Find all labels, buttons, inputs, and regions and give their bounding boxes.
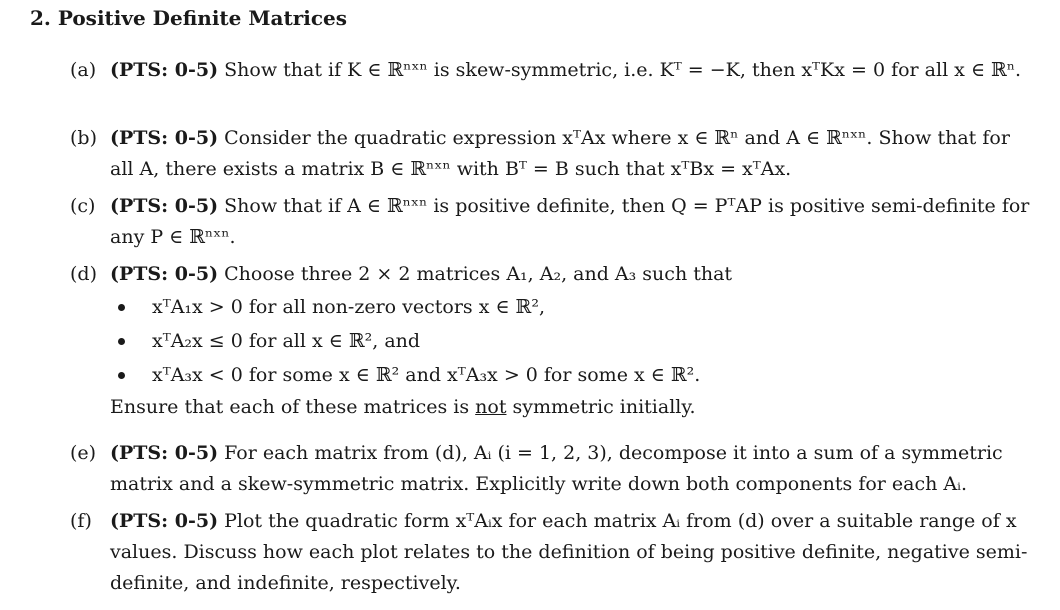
part-c: [70, 191, 1032, 253]
part-text: For each matrix from (d), Aᵢ (i = 1, 2, 3), decompose it into a sum of a symmetric matrix and a skew-symmetric matrix. Explicitly write down both components for each Aᵢ.: [110, 442, 1003, 495]
part-label: (d): [70, 263, 97, 285]
emphasis-not: not: [475, 396, 507, 418]
part-body: [110, 55, 1032, 86]
condition-item: xᵀA₁x > 0 for all non-zero vectors x ∈ ℝ²,: [110, 290, 1032, 324]
part-body: [110, 259, 1032, 423]
part-label: (e): [70, 442, 97, 464]
condition-item: xᵀA₂x ≤ 0 for all x ∈ ℝ², and: [110, 324, 1032, 358]
part-a: [70, 55, 1032, 86]
part-label: (a): [70, 59, 97, 81]
points-label: (PTS: 0-5): [110, 59, 219, 81]
points-label: (PTS: 0-5): [110, 127, 219, 149]
points-label: (PTS: 0-5): [110, 442, 219, 464]
part-text: Show that if A ∈ ℝⁿˣⁿ is positive definite, then Q = PᵀAP is positive semi-definite for any P ∈ ℝⁿˣⁿ.: [110, 195, 1030, 248]
condition-list: [110, 290, 1032, 392]
part-label: (b): [70, 127, 97, 149]
symmetry-note: Ensure that each of these matrices is not symmetric initially.: [110, 396, 696, 418]
part-body: [110, 506, 1032, 599]
points-label: (PTS: 0-5): [110, 195, 219, 217]
condition-item: xᵀA₃x < 0 for some x ∈ ℝ² and xᵀA₃x > 0 for some x ∈ ℝ².: [110, 358, 1032, 392]
part-b: [70, 123, 1032, 185]
part-body: [110, 191, 1032, 253]
part-text: Consider the quadratic expression xᵀAx where x ∈ ℝⁿ and A ∈ ℝⁿˣⁿ. Show that for all A, there exists a matrix B ∈ ℝⁿˣⁿ with Bᵀ = B such that xᵀBx = xᵀAx.: [110, 127, 1010, 180]
points-label: (PTS: 0-5): [110, 510, 219, 532]
part-label: (f): [70, 510, 92, 532]
part-text: Show that if K ∈ ℝⁿˣⁿ is skew-symmetric, i.e. Kᵀ = −K, then xᵀKx = 0 for all x ∈ ℝⁿ.: [218, 59, 1022, 81]
part-text: Plot the quadratic form xᵀAᵢx for each matrix Aᵢ from (d) over a suitable range of x values. Discuss how each plot relates to the definition of being positive definite, negative semi-definite, and indefinite, respectively.: [110, 510, 1028, 594]
part-body: [110, 123, 1032, 185]
points-label: (PTS: 0-5): [110, 263, 219, 285]
part-text: Choose three 2 × 2 matrices A₁, A₂, and A₃ such that: [218, 263, 733, 285]
part-body: [110, 438, 1032, 500]
part-d: [70, 259, 1032, 423]
problem-title: 2. Positive Definite Matrices: [30, 6, 347, 30]
part-e: [70, 438, 1032, 500]
part-f: [70, 506, 1032, 599]
part-label: (c): [70, 195, 96, 217]
